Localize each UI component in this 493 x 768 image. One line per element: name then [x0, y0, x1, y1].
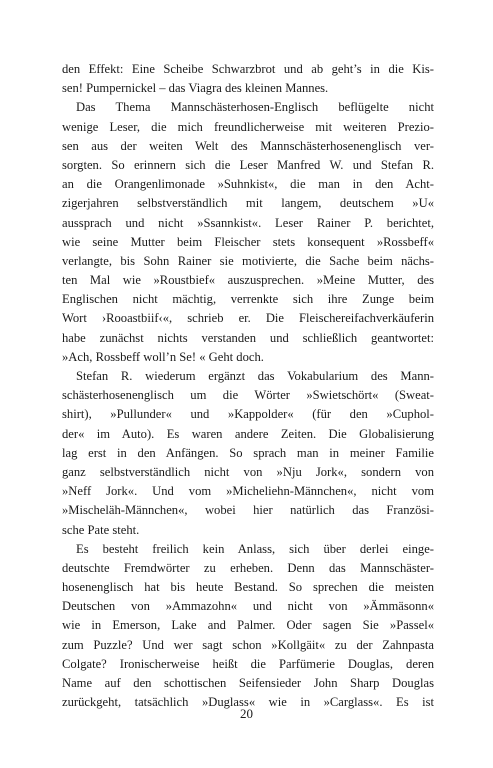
text-line: sorgten. So erinnern sich die Leser Manfred W. und Stefan R.	[62, 157, 434, 172]
text-line: Name auf den schottischen Seifensieder John Sharp Douglas	[62, 676, 434, 690]
text-line: habe zunächst nichts verstanden und schließlich geantwortet:	[62, 330, 434, 345]
paragraph	[62, 367, 434, 540]
text-line: Wort ›Rooastbiif‹«, schrieb er. Die Fleischereifachverkäuferin	[62, 311, 434, 326]
text-line: der« im Auto). Es waren andere Zeiten. Die Globalisierung	[62, 426, 434, 441]
text-line: wie in Emerson, Lake and Palmer. Oder sagen Sie »Passel«	[62, 618, 434, 633]
text-line: aussprach und nicht »Ssannkist«. Leser Rainer P. berichtet,	[62, 215, 434, 230]
text-line: »Ach, Rossbeff woll’n Se! « Geht doch.	[62, 349, 264, 364]
text-line: wie seine Mutter beim Fleischer stets konsequent »Rossbeff«	[62, 234, 434, 249]
text-line: lag erst in den Anfängen. So sprach man in meiner Familie	[62, 445, 434, 460]
paragraph	[62, 98, 434, 367]
paragraph	[62, 60, 434, 98]
text-line: shirt), »Pullunder« und »Kappolder« (für den »Cuphol-	[62, 407, 434, 422]
text-line: zurückgeht, tatsächlich »Duglass« wie in »Carglass«. Es ist	[62, 695, 434, 710]
text-line: den Effekt: Eine Scheibe Schwarzbrot und ab geht’s in die Kis-	[62, 62, 434, 76]
paragraph	[62, 540, 434, 713]
text-line: Colgate? Ironischerweise heißt die Parfümerie Douglas, deren	[62, 656, 434, 671]
body-text	[62, 60, 434, 712]
text-line: deutschte Fremdwörter zu erheben. Denn das Mannschäster-	[62, 560, 434, 575]
text-line: sen aus der weiten Welt des Mannschästerhosenenglisch ver-	[62, 138, 434, 153]
text-line: »Mischeläh-Männchen«, wobei hier natürlich das Französi-	[62, 503, 434, 518]
text-line: ten Mal wie »Roustbief« auszusprechen. »Meine Mutter, des	[62, 273, 434, 288]
text-line: Englischen nicht mächtig, verrenkte sich ihre Zunge beim	[62, 292, 434, 307]
text-line: wenige Leser, die mich freundlicherweise mit weiteren Prezio-	[62, 119, 434, 134]
text-line: Das Thema Mannschästerhosen-Englisch beflügelte nicht	[76, 100, 434, 115]
text-line: hosenenglisch hat bis heute Bestand. So sprechen die meisten	[62, 580, 434, 595]
text-line: Stefan R. wiederum ergänzt das Vokabularium des Mann-	[76, 369, 434, 383]
text-line: ganz selbstverständlich nicht von »Nju Jork«, sondern von	[62, 464, 434, 479]
text-line: zigerjahren selbstverständlich mit langem, deutschem »U«	[62, 196, 434, 211]
text-line: Deutschen von »Ammazohn« und nicht von »Ämmäsonn«	[62, 599, 434, 614]
text-line: sche Pate steht.	[62, 522, 140, 537]
page-number: 20	[240, 706, 253, 721]
text-line: zum Puzzle? Und wer sagt schon »Kollgäit« zu der Zahnpasta	[62, 637, 434, 652]
text-line: schästerhosenenglisch um die Wörter »Swietschört« (Sweat-	[62, 388, 434, 403]
text-line: an die Orangenlimonade »Suhnkist«, die man in den Acht-	[62, 177, 434, 192]
text-line: verlangte, bis Sohn Rainer sie motivierte, die Sache beim nächs-	[62, 253, 434, 268]
text-line: Es besteht freilich kein Anlass, sich über derlei einge-	[76, 541, 434, 556]
text-line: sen! Pumpernickel – das Viagra des kleinen Mannes.	[62, 81, 329, 96]
text-line: »Neff Jork«. Und vom »Micheliehn-Männchen«, nicht vom	[62, 484, 434, 499]
